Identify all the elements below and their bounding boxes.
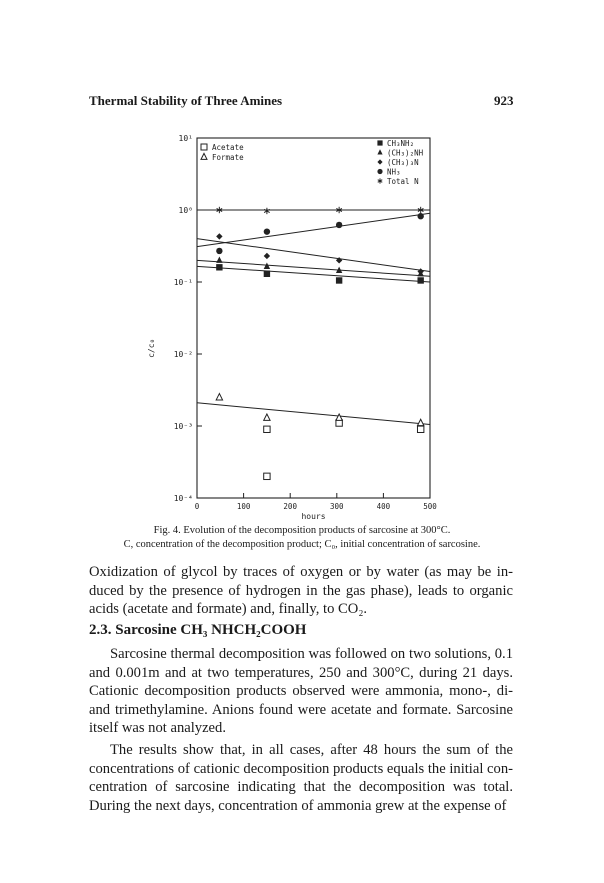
- filled-square-marker: [264, 271, 270, 277]
- paragraph-results: The results show that, in all cases, after 48 hours the sum of the concentrations of cationic decomposition products equals the initial concentration of sarcosine indicating that the decomposition was total. During the next days, concentration of ammonia grew at the expense of: [89, 742, 513, 814]
- filled-square-marker: [336, 277, 342, 283]
- open-triangle-marker: [417, 419, 423, 425]
- open-triangle-marker: [216, 394, 222, 400]
- legend-label: CH₃NH₂: [387, 139, 415, 148]
- filled-square-marker: [216, 264, 222, 270]
- y-axis-label: c/c₀: [147, 338, 156, 358]
- paragraph-oxidization: Oxidization of glycol by traces of oxygen or by water (as may be induced by the presence of hydrogen in the gas phase), leads to organic acids (acetate and formate) and, finally, to CO₂.: [89, 564, 513, 618]
- filled-triangle-marker: [377, 149, 382, 154]
- x-tick-label: 300: [330, 502, 344, 511]
- open-square-marker: [417, 426, 423, 432]
- filled-square-marker: [377, 140, 382, 145]
- filled-triangle-marker: [216, 257, 222, 263]
- x-tick-label: 0: [194, 502, 200, 511]
- plot-frame: [197, 138, 430, 498]
- open-triangle-marker: [201, 153, 207, 159]
- section-heading: 2.3. Sarcosine CH₃ NHCH₂COOH: [89, 622, 307, 638]
- legend-label: (CH₃)₃N: [387, 158, 419, 167]
- open-square-marker: [264, 473, 270, 479]
- figure-caption-title: Fig. 4. Evolution of the decomposition products of sarcosine at 300°C.: [153, 525, 451, 536]
- y-tick-label: 10¹: [178, 134, 193, 143]
- filled-circle-marker: [377, 169, 382, 174]
- x-tick-label: 100: [236, 502, 251, 511]
- y-tick-label: 10⁻⁴: [173, 494, 193, 503]
- legend-label: (CH₃)₂NH: [387, 148, 424, 158]
- open-square-marker: [201, 144, 207, 150]
- fit-line: [197, 239, 430, 272]
- legend-label: Formate: [212, 153, 244, 162]
- filled-square-marker: [417, 277, 423, 283]
- y-tick-label: 10⁰: [178, 206, 193, 215]
- paragraph-sarcosine-method: Sarcosine thermal decomposition was followed on two solutions, 0.1 and 0.001m and at two temperatures, 250 and 300°C, during 21 days. Cationic decomposition products observed were ammonia, mono-, di-and trimethylamine. Anions found were acetate and formate. Sarcosine itself was not analyzed.: [89, 646, 513, 737]
- asterisk-marker: [264, 208, 270, 214]
- page-number: 923: [494, 93, 514, 108]
- legend-label: Total N: [387, 177, 419, 186]
- fit-line: [197, 213, 430, 246]
- chart-axes: [147, 134, 437, 521]
- open-triangle-marker: [336, 414, 342, 420]
- fit-lines: [197, 210, 430, 424]
- filled-diamond-marker: [377, 159, 382, 164]
- filled-circle-marker: [417, 213, 423, 219]
- y-tick-label: 10⁻³: [173, 422, 193, 431]
- x-tick-label: 500: [423, 502, 437, 511]
- filled-circle-marker: [336, 222, 342, 228]
- filled-circle-marker: [264, 228, 270, 234]
- asterisk-marker: [378, 178, 383, 183]
- y-tick-label: 10⁻²: [173, 350, 193, 359]
- x-tick-label: 200: [283, 502, 297, 511]
- fit-line: [197, 403, 430, 425]
- figure-4-chart: [140, 130, 450, 522]
- data-points: [216, 207, 424, 480]
- open-triangle-marker: [264, 414, 270, 420]
- x-axis-label: hours: [301, 512, 326, 521]
- legend-label: Acetate: [212, 143, 244, 152]
- y-tick-label: 10⁻¹: [173, 278, 193, 287]
- x-tick-label: 400: [376, 502, 391, 511]
- filled-diamond-marker: [417, 268, 423, 274]
- filled-circle-marker: [216, 248, 222, 254]
- filled-diamond-marker: [264, 253, 270, 259]
- figure-caption-note: C, concentration of the decomposition product; C₀, initial concentration of sarcosine.: [123, 539, 481, 550]
- filled-diamond-marker: [216, 233, 222, 239]
- running-title: Thermal Stability of Three Amines: [89, 93, 283, 108]
- open-square-marker: [264, 426, 270, 432]
- legend-label: NH₃: [387, 167, 401, 177]
- chart-legend: [201, 139, 424, 186]
